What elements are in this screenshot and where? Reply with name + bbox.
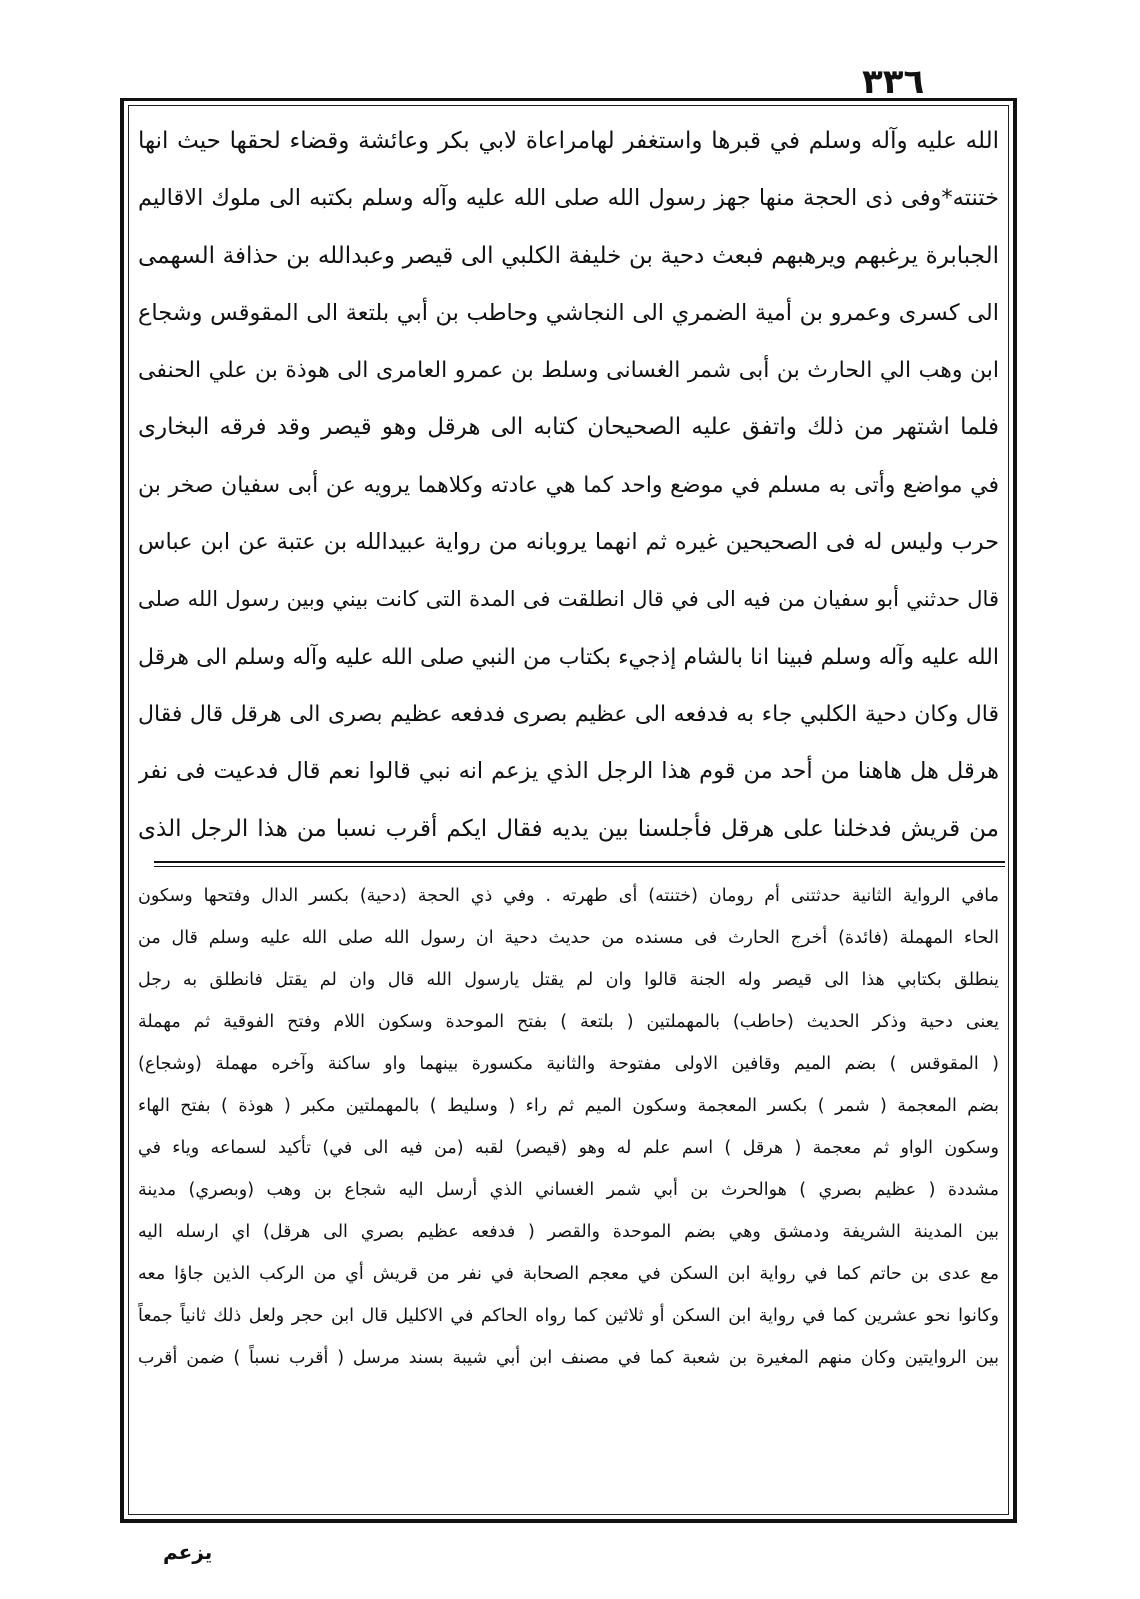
catchword: يزعم [163,1540,213,1564]
main-text-line: هرقل هل هاهنا من أحد من قوم هذا الرجل الذي يزعم انه نبي قالوا نعم قال فدعيت فى نفر [138,758,999,785]
main-text-line: حرب وليس له فى الصحيحين غيره ثم انهما يروبانه من رواية عبيدالله بن عتبة عن ابن عباس [138,529,999,556]
footnote-line: بين المدينة الشريفة ودمشق وهي بضم الموحدة والقصر ( فدفعه عظيم بصري الى هرقل) اي ارسله اليه [138,1222,999,1242]
main-text-line: الجبابرة يرغبهم ويرهبهم فبعث دحية بن خليفة الكلبي الى قيصر وعبدالله بن حذافة السهمى [138,242,999,269]
footnote-line: وكانوا نحو عشرين كما في رواية ابن السكن أو ثلاثين كما رواه الحاكم في الاكليل قال ابن حجر ولعل ذلك ثانياً جمعاً [138,1306,999,1326]
main-text-line: الى كسرى وعمرو بن أمية الضمري الى النجاشي وحاطب بن أبي بلتعة الى المقوقس وشجاع [138,299,999,326]
footnote-line: مشددة ( عظيم بصري ) هوالحرث بن أبي شمر الغساني الذي أرسل اليه شجاع بن وهب (وبصري) مدينة [138,1180,999,1200]
page-frame [120,98,1017,1523]
footnote-line: مافي الرواية الثانية حدثتنى أم رومان (ختنته) أى طهرته . وفي ذي الحجة (دحية) بكسر الدال وفتحها وسكون [138,886,999,906]
footnote-line: بين الروايتين وكان منهم المغيرة بن شعبة كما في مصنف ابن أبي شيبة بسند مرسل ( أقرب نسباً ) ضمن أقرب [138,1348,999,1368]
main-text-line: من قريش فدخلنا على هرقل فأجلسنا بين يديه فقال ايكم أقرب نسبا من هذا الرجل الذى [138,815,999,842]
footnote-line: بضم المعجمة ( شمر ) بكسر المعجمة وسكون الميم ثم راء ( وسليط ) بالمهملتين مكبر ( هوذة ) بفتح الهاء [138,1096,999,1116]
footnote-line: يعنى دحية وذكر الحديث (حاطب) بالمهملتين ( بلتعة ) بفتح الموحدة وسكون اللام وفتح الفوقية ثم مهملة [138,1012,999,1032]
footnote-line: وسكون الواو ثم معجمة ( هرقل ) اسم علم له وهو (قيصر) لقبه (من فيه الى في) تأكيد لسماعه وياء في [138,1138,999,1158]
main-text-line: في مواضع وأتى به مسلم في موضع واحد كما هي عادته وكلاهما يرويه عن أبى سفيان صخر بن [138,472,999,498]
main-text-line: قال وكان دحية الكلبي جاء به فدفعه الى عظيم بصرى فدفعه عظيم بصرى الى هرقل قال فقال [138,701,999,727]
footnote-line: مع عدى بن حاتم كما في رواية ابن السكن في معجم الصحابة في نفر من قريش أي من الركب الذين جاؤا معه [138,1264,999,1284]
footnote-line: الحاء المهملة (فائدة) أخرج الحارث فى مسنده من حديث دحية ان رسول الله صلى الله عليه وسلم قال من [138,928,999,948]
footnote-line: ( المقوقس ) بضم الميم وقافين الاولى مفتوحة والثانية مكسورة بينهما واو ساكنة وآخره مهملة (وشجاع) [138,1054,999,1074]
page-number: ٣٣٦ [862,62,925,102]
main-text-line: ابن وهب الي الحارث بن أبى شمر الغسانى وسلط بن عمرو العامرى الى هوذة بن علي الحنفى [138,358,999,384]
footnotes [138,875,999,1379]
footnote-separator [154,861,1005,867]
main-text-line: الله عليه وآله وسلم فبينا انا بالشام إذجيء بكتاب من النبي صلى الله عليه وآله وسلم الى هرقل [138,644,999,670]
main-text-line: الله عليه وآله وسلم في قبرها واستغفر لهامراعاة لابي بكر وعائشة وقضاء لحقها حيث انها [138,128,999,154]
footnote-line: ينطلق بكتابي هذا الى قيصر وله الجنة قالوا وان لم يقتل يارسول الله قال وان لم يقتل فانطلق به رجل [138,970,999,990]
main-text [138,113,999,858]
main-text-line: فلما اشتهر من ذلك واتفق عليه الصحيحان كتابه الى هرقل وهو قيصر وقد فرقه البخارى [138,414,999,441]
main-text-line: قال حدثني أبو سفيان من فيه الى في قال انطلقت فى المدة التى كانت بيني وبين رسول الله صلى [138,587,999,612]
main-text-line: ختنته*وفى ذى الحجة منها جهز رسول الله صلى الله عليه وآله وسلم بكتبه الى ملوك الاقاليم [138,185,999,212]
